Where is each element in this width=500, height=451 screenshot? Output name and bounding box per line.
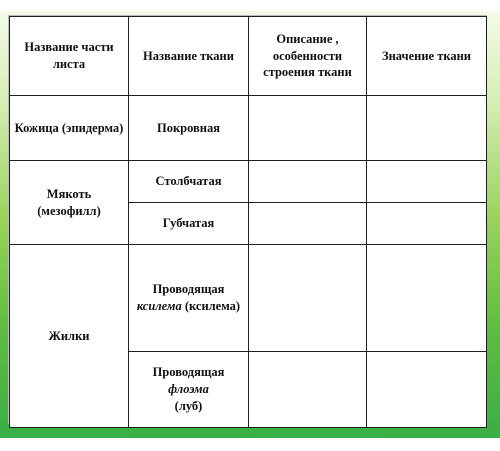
header-description <box>249 17 367 96</box>
phloem-tissue-italic: флоэма <box>168 382 209 397</box>
header-significance <box>367 17 487 96</box>
cell-mesophyll-part <box>10 161 129 245</box>
cell-epidermis-significance[interactable] <box>367 96 487 161</box>
epidermis-part-text: Кожица (эпидерма) <box>14 120 124 135</box>
veins-part-text: Жилки <box>48 328 90 343</box>
phloem-tissue-line1: Проводящая <box>152 365 225 380</box>
leaf-structure-table <box>9 16 487 428</box>
table-row-xylem <box>10 245 487 352</box>
cell-phloem-tissue <box>129 352 249 428</box>
cell-spongy-description[interactable] <box>249 203 367 245</box>
table-row-columnar <box>10 161 487 203</box>
header-leaf-part <box>10 17 129 96</box>
table-row-epidermis <box>10 96 487 161</box>
cell-veins-part <box>10 245 129 428</box>
cell-epidermis-part <box>10 96 129 161</box>
phloem-tissue-tail: (луб) <box>174 398 203 413</box>
cell-spongy-significance[interactable] <box>367 203 487 245</box>
spongy-tissue-text: Губчатая <box>162 216 215 231</box>
cell-phloem-description[interactable] <box>249 352 367 428</box>
columnar-tissue-text: Столбчатая <box>155 174 222 189</box>
header-significance-text: Значение ткани <box>381 48 472 63</box>
cell-epidermis-tissue <box>129 96 249 161</box>
xylem-tissue-italic: ксилема <box>136 299 182 313</box>
cell-xylem-tissue <box>129 245 249 352</box>
cell-columnar-description[interactable] <box>249 161 367 203</box>
cell-xylem-description[interactable] <box>249 245 367 352</box>
top-band <box>0 0 500 11</box>
cell-columnar-significance[interactable] <box>367 161 487 203</box>
cell-spongy-tissue <box>129 203 249 245</box>
cell-columnar-tissue <box>129 161 249 203</box>
header-tissue-name <box>129 17 249 96</box>
header-leaf-part-text: Название части листа <box>24 40 114 71</box>
xylem-tissue-line1: Проводящая <box>152 282 225 297</box>
cell-xylem-significance[interactable] <box>367 245 487 352</box>
header-tissue-name-text: Название ткани <box>143 48 234 63</box>
bottom-band <box>0 438 500 451</box>
xylem-tissue-tail: (ксилема) <box>181 299 241 313</box>
cell-phloem-significance[interactable] <box>367 352 487 428</box>
mesophyll-part-text: Мякоть (мезофилл) <box>37 186 101 218</box>
leaf-structure-table-container <box>9 16 486 423</box>
table-header-row <box>10 17 487 96</box>
cell-epidermis-description[interactable] <box>249 96 367 161</box>
header-description-text: Описание , особенности строения ткани <box>263 31 352 80</box>
epidermis-tissue-text: Покровная <box>156 120 221 135</box>
